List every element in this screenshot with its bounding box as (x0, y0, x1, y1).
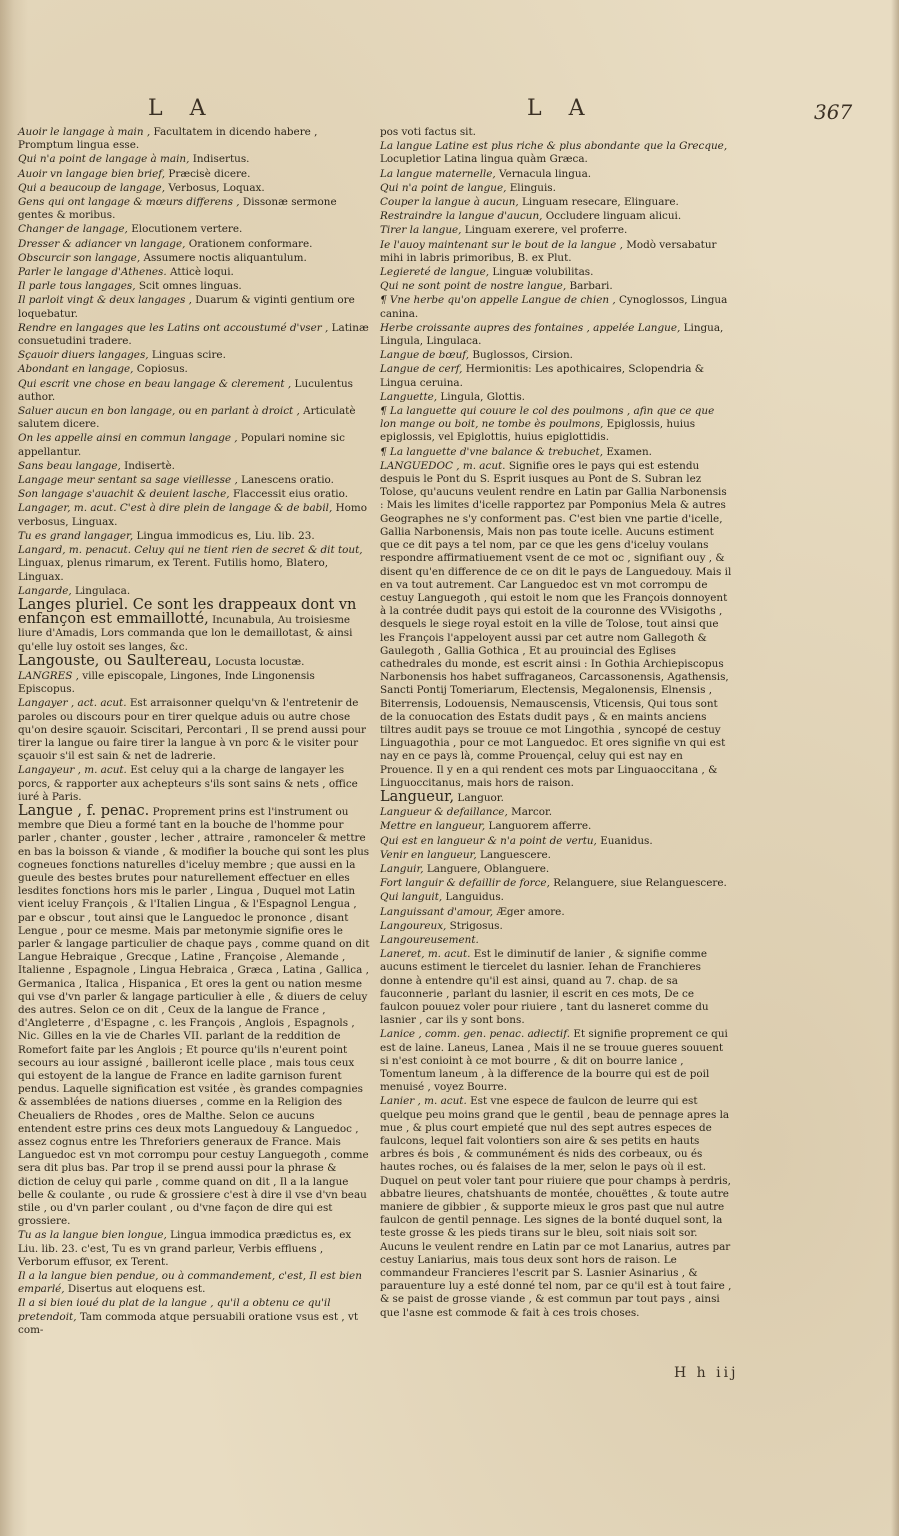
entry-translation: Languere, Oblanguere. (426, 862, 550, 875)
dictionary-entry (380, 126, 732, 139)
entry-translation: Facultatem in dicendo habere , Promptum lingua esse. (18, 126, 318, 152)
entry-translation: Locupletior Latina lingua quàm Græca. (380, 153, 588, 166)
entry-translation: Duarum & viginti gentium ore loquebatur. (18, 294, 355, 320)
entry-translation: Languidus. (445, 891, 504, 904)
entry-headword: Son langage s'auachit & deuient lasche, (18, 488, 230, 501)
entry-headword: Languissant d'amour, (380, 905, 494, 918)
entry-translation: Locusta locustæ. (215, 655, 305, 668)
entry-headword: Venir en langueur, (380, 848, 477, 861)
dictionary-entry (380, 140, 732, 166)
entry-headword: Il parle tous langages, (18, 280, 136, 293)
dictionary-entry (380, 934, 732, 947)
dictionary-entry (18, 252, 370, 265)
entry-headword: Laneret, m. acut. (380, 948, 471, 961)
entry-headword: Languir, (380, 862, 424, 875)
right-column (380, 126, 732, 1321)
entry-translation: Vernacula lingua. (499, 167, 592, 180)
dictionary-entry (380, 239, 732, 265)
dictionary-entry (380, 1028, 732, 1094)
dictionary-entry (18, 802, 370, 1229)
dictionary-entry (380, 806, 732, 819)
dictionary-entry (380, 948, 732, 1027)
dictionary-entry (380, 835, 732, 848)
entry-translation: Barbari. (569, 280, 613, 293)
entry-translation: Homo verbosus, Linguax. (18, 502, 368, 528)
signature-mark: H h iij (674, 1365, 739, 1381)
dictionary-entry (18, 764, 370, 804)
entry-headword: On les appelle ainsi en commun langage , (18, 432, 238, 445)
entry-translation: Linguæ volubilitas. (492, 266, 594, 279)
entry-headword: La langue maternelle, (380, 167, 496, 180)
entry-headword: Langager, m. acut. C'est à dire plein de langage & de babil, (18, 502, 333, 515)
dictionary-entry (380, 391, 732, 404)
dictionary-entry (18, 126, 370, 152)
entry-headword: ¶ La languette d'vne balance & trebuchet, (380, 445, 603, 458)
entry-translation: Examen. (606, 445, 652, 458)
left-column (18, 126, 370, 1338)
entry-headword: Lanier , m. acut. (380, 1095, 467, 1108)
dictionary-entry (18, 544, 370, 584)
entry-translation: Euanidus. (600, 834, 653, 847)
entry-headword: Languette, (380, 390, 438, 403)
entry-headword: Couper la langue à aucun, (380, 196, 519, 209)
dictionary-entry (18, 474, 370, 487)
dictionary-entry (18, 1270, 370, 1296)
dictionary-entry (380, 446, 732, 459)
entry-headword: Abondant en langage, (18, 363, 134, 376)
dictionary-entry (18, 697, 370, 763)
entry-headword: Langayer , act. acut. (18, 697, 127, 710)
dictionary-entry (380, 196, 732, 209)
entry-headword: La langue Latine est plus riche & plus abondante que la Grecque, (380, 140, 728, 153)
entry-headword: Qui languit, (380, 891, 443, 904)
entry-translation: Lingua, Lingula, Lingulaca. (380, 321, 724, 348)
running-head-left: L A (148, 96, 216, 121)
entry-translation: Indisertus. (192, 153, 250, 166)
entry-headword: Langouste, ou Saultereau, (18, 652, 212, 669)
dictionary-entry (380, 906, 732, 919)
entry-translation: Flaccessit eius oratio. (232, 488, 349, 501)
entry-translation: Buglossos, Cirsion. (472, 349, 573, 362)
page-edge-shadow (891, 0, 899, 1536)
entry-headword: Saluer aucun en bon langage, ou en parlant à droict , (18, 405, 300, 418)
entry-translation: Relanguere, siue Relanguescere. (553, 877, 727, 890)
dictionary-entry (380, 294, 732, 320)
entry-translation: Signifie ores le pays qui est estendu despuis le Pont du S. Esprit iusques au Pont de S. Subran lez Tolose, qu'aucuns veulent rendre en Latin par Gallia Narbonensis : Mais les limites d'icelle rapportez par Pomponius Mela & autres Geographes ne s'y conforment pas. C'est bien vne partie d'icelle, Gallia Narbonensis, Mais non pas toute icelle. Aucuns estiment que ce dit pays a tel nom, par ce que les gens d'iceluy voulans respondre affirmatiuement vsent de ce mot oc , signifiant ouy , & disent qu'en difference de ce on dit le pays de Languedouy. Mais il en va tout autrement. Car Languedoc est vn mot corrompu de cestuy Languegoth , qui estoit le nom que les François donnoyent à la contrée dudit pays qui estoit de la couronne des VVisigoths , desquels le siege royal estoit en la ville de Tolose, tout ainsi que les François l'appeloyent aussi par cet autre nom Gallegoth & Gaulegoth , Gallia Gothica , Et au prouincial des Eglises cathedrales du monde, est escrit ainsi : In Gothia Archiepiscopus Narbonensis hos habet suffraganeos, Carcassonensis, Agathensis, Sancti Pontij Tomeriarum, Electensis, Megalonensis, Elnensis , Biterrensis, Lodouensis, Nemauscensis, Vticensis, Qui tous sont de la conuocation des Estats dudit pays , & en maints anciens tiltres audit pays se trouue ce mot Lingothia , syncopé de cestuy Linguagothia , pour ce mot Languedoc. Et ores signifie vn qui est nay en ce pays là, comme Prouençal, celuy qui est nay en Prouence. Il y en a qui rendent ces mots par Linguaoccitana , & Linguoccitanus, mais hors de raison. (380, 459, 732, 789)
entry-translation: Cynoglossos, Lingua canina. (380, 294, 728, 320)
entry-headword: Langage meur sentant sa sage vieillesse , (18, 474, 238, 487)
dictionary-entry (18, 363, 370, 376)
entry-headword: Legiereté de langue, (380, 266, 490, 279)
entry-headword: Langue de cerf, (380, 363, 463, 376)
dictionary-entry (380, 322, 732, 348)
entry-headword: Langue , f. penac. (18, 802, 150, 819)
dictionary-entry (18, 168, 370, 181)
entry-headword: Tu es grand langager, (18, 529, 134, 542)
entry-headword: LANGUEDOC , m. acut. (380, 459, 506, 472)
dictionary-entry (18, 1297, 370, 1337)
entry-headword: Qui escrit vne chose en beau langage & clerement , (18, 377, 292, 390)
entry-translation: Disertus aut eloquens est. (67, 1283, 206, 1296)
entry-headword: Il a la langue bien pendue, ou à commandement, c'est, Il est bien emparlé, (18, 1270, 362, 1296)
dictionary-entry (380, 405, 732, 445)
dictionary-entry (18, 405, 370, 431)
entry-headword: LANGRES , (18, 669, 79, 682)
entry-headword: Langueur & defaillance, (380, 806, 508, 819)
entry-translation: Incunabula, Au troisiesme liure d'Amadis, Lors commanda que lon le demaillotast, & ainsi qu'elle luy ostoit ses langes, &c. (18, 614, 353, 653)
entry-translation: Præcisè dicere. (168, 167, 251, 180)
entry-translation: Linguax, plenus rimarum, ex Terent. Futilis homo, Blatero, Linguax. (18, 557, 329, 583)
folio-number: 367 (814, 100, 853, 124)
entry-translation: Atticè loqui. (170, 266, 234, 279)
entry-translation: Tam commoda atque persuabili oratione vsus est , vt com- (18, 1310, 359, 1336)
entry-translation: Luculentus author. (18, 377, 353, 403)
entry-headword: Tu as la langue bien longue, (18, 1229, 167, 1242)
entry-headword: Langes pluriel. Ce sont les drappeaux dont vn enfançon est emmaillotté, (18, 596, 357, 628)
entry-headword: Dresser & adiancer vn langage, (18, 237, 186, 250)
entry-translation: Verbosus, Loquax. (168, 181, 265, 194)
entry-headword: Gens qui ont langage & mœurs differens , (18, 196, 240, 209)
dictionary-entry (18, 670, 370, 696)
entry-headword: Ie l'auoy maintenant sur le bout de la langue , (380, 238, 623, 251)
dictionary-entry (18, 652, 370, 669)
entry-headword: Lanice , comm. gen. penac. adiectif. (380, 1028, 570, 1041)
dictionary-entry (18, 238, 370, 251)
entry-translation: Dissonæ sermone gentes & moribus. (18, 196, 337, 222)
entry-headword: Sçauoir diuers langages, (18, 349, 149, 362)
entry-headword: Langoureux, (380, 919, 447, 932)
entry-headword: Auoir le langage à main , (18, 126, 151, 138)
entry-headword: Langayeur , m. acut. (18, 764, 127, 777)
entry-translation: Latinæ consuetudini tradere. (18, 321, 369, 348)
entry-headword: Langueur, (380, 788, 455, 805)
entry-headword: Tirer la langue, (380, 224, 462, 237)
entry-translation: Marcor. (511, 806, 553, 819)
entry-translation: Proprement prins est l'instrument ou membre que Dieu a formé tant en la bouche de l'homme pour parler , chanter , gouster , lecher , attraire , ramonceler & mettre en bas la boisson & viande , & modifier la bouche qui sont les plus cogneues fonctions naturelles d'iceluy membre ; que aussi en la gueule des bestes brutes pour naturellement effectuer en elles lesdites fonctions hors mis le parler , Lingua , Duquel mot Latin vient iceluy François , & l'Italien Lingua , & l'Espagnol Lengua , par e obscur , tout ainsi que le Languedoc le prononce , disant Lengue , pour ce mesme. Mais par metonymie signifie ores le parler & langage particulier de chaque pays , comme quand on dit Langue Hebraique , Grecque , Latine , Françoise , Alemande , Italienne , Espagnole , Lingua Hebraica , Græca , Latina , Gallica , Germanica , Italica , Hispanica , Et ores la gent ou nation mesme qui vse d'vn parler & langage particulier à elle , & diuers de celuy des autres. Selon ce on dit , Ceux de la langue de France , d'Angleterre , d'Espagne , c. les François , Anglois , Espagnols , Nic. Gilles en la vie de Charles VII. parlant de la reddition de Romefort faite par les Anglois ; Et pource qu'ils n'eurent point secours au iour assigné , bailleront icelle place , mais tous ceux qui estoyent de la langue de France en ladite garnison furent pendus. Laquelle signification est vsitée , ès grandes compagnies & assemblées de nations diuerses , comme en la Religion des Cheualiers de Rhodes , ores de Malthe. Selon ce aucuns entendent estre prins ces deux mots Languedouy & Languedoc , assez cognus entre les Threforiers generaux de France. Mais Languedoc est vn mot corrompu pour cestuy Languegoth , comme sera dit plus bas. Par trop il se prend aussi pour la phrase & diction de celuy qui parle , comme quand on dit , Il a la langue belle & coulante , ou rude & grossiere c'est à dire il vse d'vn beau stile , ou d'vn parler coulant , ou d'vne façon de dire qui est grossiere. (18, 805, 370, 1228)
dictionary-entry (380, 920, 732, 933)
dictionary-entry (18, 294, 370, 320)
entry-headword: Obscurcir son langage, (18, 251, 141, 264)
entry-headword: Fort languir & defaillir de force, (380, 877, 550, 890)
entry-headword: Qui n'a point de langage à main, (18, 153, 190, 166)
entry-headword: Auoir vn langage bien brief, (18, 167, 166, 180)
dictionary-entry (18, 502, 370, 528)
entry-translation: pos voti factus sit. (380, 126, 476, 138)
entry-headword: Parler le langage d'Athenes. (18, 266, 167, 279)
entry-headword: Langard, m. penacut. Celuy qui ne tient rien de secret & dit tout, (18, 544, 363, 557)
dictionary-entry (380, 168, 732, 181)
entry-translation: Elinguis. (509, 181, 556, 194)
dictionary-entry (380, 891, 732, 904)
dictionary-entry (18, 223, 370, 236)
entry-translation: Est celuy qui a la charge de langayer les porcs, & rapporter aux achepteurs s'ils sont sains & nets , office iuré à Paris. (18, 764, 358, 803)
entry-headword: Sans beau langage, (18, 459, 121, 472)
dictionary-entry (380, 182, 732, 195)
entry-headword: Il a si bien ioué du plat de la langue , qu'il a obtenu ce qu'il pretendoit, (18, 1297, 331, 1323)
dictionary-entry (18, 182, 370, 195)
dictionary-entry (18, 1229, 370, 1269)
entry-headword: Herbe croissante aupres des fontaines , appelée Langue, (380, 321, 681, 334)
dictionary-entry (380, 210, 732, 223)
entry-translation: Orationem conformare. (188, 237, 313, 250)
entry-translation: Æger amore. (496, 905, 565, 918)
entry-translation: Occludere linguam alicui. (545, 210, 682, 223)
entry-translation: Indisertè. (124, 459, 175, 472)
dictionary-entry (18, 322, 370, 348)
dictionary-entry (18, 280, 370, 293)
entry-headword: Qui n'a point de langue, (380, 181, 507, 194)
dictionary-entry (380, 460, 732, 790)
entry-translation: Hermionitis: Les apothicaires, Sclopendria & Lingua ceruina. (380, 363, 705, 389)
entry-translation: Linguam exerere, vel proferre. (464, 224, 628, 237)
dictionary-entry (18, 460, 370, 473)
entry-translation: Languorem afferre. (488, 820, 592, 833)
entry-headword: Qui a beaucoup de langage, (18, 181, 166, 194)
entry-translation: Elocutionem vertere. (131, 223, 243, 236)
dictionary-entry (380, 1095, 732, 1319)
entry-translation: Assumere noctis aliquantulum. (143, 251, 307, 264)
dictionary-entry (380, 820, 732, 833)
entry-translation: Lingula, Glottis. (440, 390, 525, 403)
entry-headword: Langue de bœuf, (380, 349, 470, 362)
dictionary-entry (380, 349, 732, 362)
running-head-right: L A (527, 96, 595, 121)
entry-headword: Mettre en langueur, (380, 820, 486, 833)
dictionary-entry (380, 224, 732, 237)
dictionary-entry (18, 432, 370, 458)
dictionary-entry (18, 153, 370, 166)
entry-translation: Languescere. (479, 848, 551, 861)
dictionary-entry (18, 488, 370, 501)
dictionary-entry (18, 596, 370, 654)
dictionary-entry (380, 788, 732, 805)
entry-translation: Lingua immodica prædictus es, ex Liu. lib. 23. c'est, Tu es vn grand parleur, Verbis effluens , Verborum effusor, ex Terent. (18, 1229, 352, 1268)
dictionary-entry (380, 363, 732, 389)
entry-headword: Qui ne sont point de nostre langue, (380, 280, 567, 293)
entry-translation: Lanescens oratio. (241, 474, 334, 487)
entry-translation: ville episcopale, Lingones, Inde Lingonensis Episcopus. (18, 669, 315, 696)
entry-headword: Rendre en langages que les Latins ont accoustumé d'vser , (18, 321, 329, 334)
entry-translation: Linguas scire. (151, 349, 226, 362)
dictionary-entry (18, 266, 370, 279)
entry-translation: Et signifie proprement ce qui est de laine. Laneus, Lanea , Mais il ne se trouue gueres souuent si n'est conioint à ce mot bourre , & dit on bourre lanice , Tomentum laneum , à la difference de la bourre qui est de poil menuisé , voyez Bourre. (380, 1028, 728, 1094)
entry-translation: Linguam resecare, Elinguare. (522, 196, 679, 209)
dictionary-entry (380, 280, 732, 293)
entry-headword: Qui est en langueur & n'a point de vertu, (380, 834, 597, 847)
entry-translation: Lingua immodicus es, Liu. lib. 23. (136, 529, 315, 542)
entry-headword: Il parloit vingt & deux langages , (18, 294, 192, 307)
dictionary-entry (380, 266, 732, 279)
entry-translation: Est arraisonner quelqu'vn & l'entretenir de paroles ou discours pour en tirer quelque aduis ou autre chose qu'on desire sçauoir. Sciscitari, Percontari , Il se prend aussi pour tirer la langue ou faire tirer la langue à vn porc & le visiter pour sçauoir s'il est sain & net de ladrerie. (18, 697, 367, 763)
entry-translation: Languor. (457, 791, 504, 804)
entry-headword: ¶ La languette qui couure le col des poulmons , afin que ce que lon mange ou boit, ne tombe ès poulmons, (380, 405, 715, 431)
dictionary-entry (18, 378, 370, 404)
dictionary-entry (380, 863, 732, 876)
entry-translation: Strigosus. (449, 919, 503, 932)
entry-translation: Lingulaca. (75, 584, 131, 597)
entry-translation: Populari nomine sic appellantur. (18, 432, 345, 458)
dictionary-entry (380, 877, 732, 890)
entry-headword: Restraindre la langue d'aucun, (380, 210, 543, 223)
dictionary-entry (18, 349, 370, 362)
entry-translation: Scit omnes linguas. (138, 280, 242, 293)
entry-translation: Modò versabatur mihi in labris primoribus, B. ex Plut. (380, 238, 717, 264)
entry-translation: Copiosus. (136, 363, 188, 376)
dictionary-entry (18, 530, 370, 543)
entry-translation: Articulatè salutem dicere. (18, 405, 356, 431)
entry-translation: Epiglossis, huius epiglossis, vel Epiglottis, huius epiglottidis. (380, 418, 696, 444)
entry-headword: Changer de langage, (18, 223, 128, 236)
entry-headword: Langarde, (18, 584, 72, 597)
entry-headword: Langoureusement. (380, 933, 479, 946)
entry-translation: Est vne espece de faulcon de leurre qui est quelque peu moins grand que le gentil , beau de pennage apres la mue , & plus court empieté que nul des sept autres especes de faulcons, lequel fait volontiers son aire & ses petits en hauts arbres és bois , & communément és nids des corbeaux, ou és hautes roches, ou és falaises de la mer, selon le pays où il est. Duquel on peut voler tant pour riuiere que pour champs à perdris, abbatre lieures, chatshuants de montée, chouëttes , & toute autre maniere de gibbier , & supporte mieux le gros past que nul autre faulcon de gentil pennage. Les signes de la bonté duquel sont, la teste grosse & les pieds tirans sur le bleu, soit niais soit sor. Aucuns le veulent rendre en Latin par ce mot Lanarius, autres par cestuy Laniarius, mais tous deux sont hors de raison. Le commandeur Francieres l'escrit par S. Lasnier Asinarius , & parauenture luy a esté donné tel nom, par ce qu'il est à tout faire , & se paist de grosse viande , & est commun par tout pays , ainsi que l'asne est commode & fait à ces trois choses. (380, 1095, 732, 1319)
dictionary-entry (380, 849, 732, 862)
entry-headword: ¶ Vne herbe qu'on appelle Langue de chien , (380, 294, 616, 307)
dictionary-entry (18, 196, 370, 222)
entry-translation: Est le diminutif de lanier , & signifie comme aucuns estiment le tiercelet du lasnier. Iehan de Franchieres donne à entendre qu'il est ainsi, quand au 7. chap. de sa fauconnerie , parlant du lasnier, il escrit en ces mots, De ce faulcon pouuez voler pour riuiere , tant du lasneret comme du lasnier , car ils y sont bons. (380, 948, 709, 1027)
